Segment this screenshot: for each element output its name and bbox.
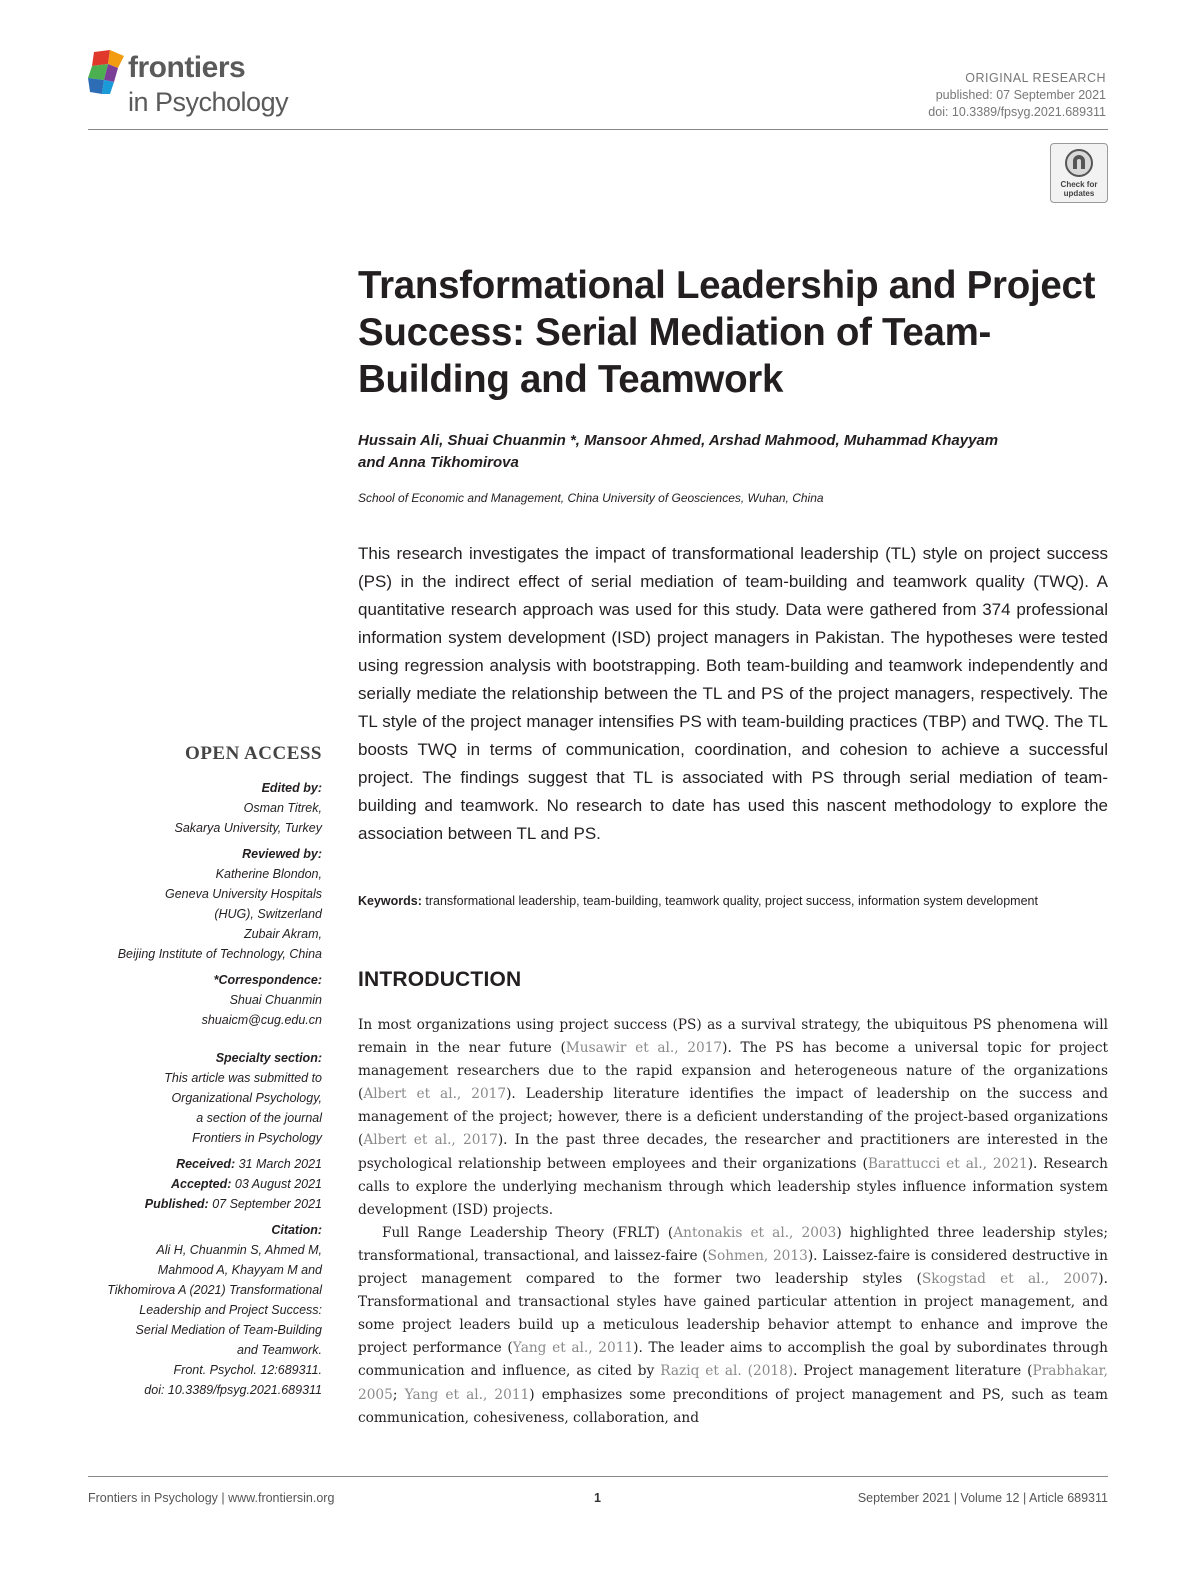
open-access-label: OPEN ACCESS	[185, 743, 322, 764]
logo-wordmark-journal: in Psychology	[128, 87, 289, 117]
correspondent-name: Shuai Chuanmin	[229, 993, 322, 1007]
specialty-label: Specialty section:	[215, 1051, 322, 1065]
citation-link[interactable]: Raziq et al. (2018)	[660, 1363, 794, 1380]
section-heading-introduction: INTRODUCTION	[358, 968, 522, 991]
keywords	[358, 891, 1108, 911]
authors-line-1[interactable]: Hussain Ali, Shuai Chuanmin *, Mansoor Ahmed, Arshad Mahmood, Muhammad Khayyam	[358, 432, 999, 449]
text-span: ). The PS has become a universal topic for project management researchers due to the rapid expansion and heterogeneous nature of the organizations (	[358, 1040, 1108, 1103]
received-date	[88, 1154, 322, 1174]
citation-link[interactable]: Albert et al., 2017	[363, 1086, 507, 1103]
correspondent-email-link[interactable]: shuaicm@cug.edu.cn	[201, 1013, 322, 1027]
edited-by-label: Edited by:	[261, 781, 322, 795]
reviewer-name[interactable]: Katherine Blondon,	[215, 867, 322, 881]
text-span: Full Range Leadership Theory (FRLT) (	[382, 1224, 674, 1241]
reviewer-name[interactable]: Zubair Akram,	[243, 927, 322, 941]
article-meta	[928, 70, 1106, 121]
citation-section	[88, 1220, 322, 1400]
footer-issue-info: September 2021 | Volume 12 | Article 689311	[857, 1491, 1108, 1505]
check-for-updates-button[interactable]	[1050, 143, 1108, 203]
correspondence-section	[88, 970, 322, 1030]
citation-line: Serial Mediation of Team-Building	[135, 1323, 322, 1337]
paragraph	[358, 1222, 1108, 1430]
citation-line: and Teamwork.	[237, 1343, 322, 1357]
published-date	[88, 1194, 322, 1214]
badge-label	[1051, 180, 1107, 198]
citation-label: Citation:	[271, 1223, 322, 1237]
accepted-value: 03 August 2021	[234, 1177, 322, 1191]
received-value: 31 March 2021	[238, 1157, 322, 1171]
received-label: Received:	[176, 1157, 236, 1171]
footer-divider	[88, 1476, 1108, 1477]
authors-line-2[interactable]: and Anna Tikhomirova	[358, 454, 519, 471]
specialty-line: This article was submitted to	[164, 1071, 322, 1085]
introduction-body	[358, 1014, 1108, 1430]
page-number: 1	[594, 1491, 601, 1505]
keywords-list: transformational leadership, team-building, teamwork quality, project success, information system development	[425, 894, 1038, 908]
specialty-line: Frontiers in Psychology	[192, 1131, 322, 1145]
citation-line: Leadership and Project Success:	[139, 1303, 322, 1317]
reviewer-affiliation: Geneva University Hospitals	[164, 887, 322, 901]
keywords-label: Keywords:	[358, 894, 422, 908]
author-list	[358, 430, 1108, 474]
citation-link[interactable]: Yang et al., 2011	[404, 1386, 530, 1403]
text-span: ;	[392, 1386, 405, 1403]
paragraph	[358, 1014, 1108, 1222]
specialty-line: Organizational Psychology,	[171, 1091, 322, 1105]
citation-link[interactable]: Sohmen, 2013	[707, 1247, 808, 1264]
citation-line: Ali H, Chuanmin S, Ahmed M,	[156, 1243, 322, 1257]
footer-journal-link[interactable]: Frontiers in Psychology | www.frontiersin.org	[88, 1491, 335, 1505]
reviewer-affiliation: (HUG), Switzerland	[214, 907, 322, 921]
specialty-section	[88, 1048, 322, 1148]
citation-link[interactable]: Yang et al., 2011	[512, 1340, 634, 1357]
citation-link[interactable]: Antonakis et al., 2003	[673, 1224, 837, 1241]
correspondence-label: *Correspondence:	[213, 973, 322, 987]
abstract: This research investigates the impact of transformational leadership (TL) style on project success (PS) in the indirect effect of serial mediation of team-building and teamwork quality (TWQ). A quantitative research approach was used for this study. Data were gathered from 374 professional information system development (ISD) project managers in Pakistan. The hypotheses were tested using regression analysis with bootstrapping. Both team-building and teamwork independently and serially mediate the relationship between the TL and PS of the project managers, respectively. The TL style of the project manager intensifies PS with team-building practices (TBP) and TWQ. The TL boosts TWQ in terms of communication, coordination, and cohesion to achieve a successful project. The findings suggest that TL is associated with PS through serial mediation of team-building and teamwork. No research to date has used this nascent methodology to explore the association between TL and PS.	[358, 544, 1108, 843]
text-span: . Project management literature (	[793, 1363, 1033, 1380]
logo-wordmark-frontiers: frontiers	[128, 51, 246, 84]
author-affiliation: School of Economic and Management, China University of Geosciences, Wuhan, China	[358, 491, 824, 505]
frontiers-logo-icon	[88, 50, 128, 96]
citation-line: Front. Psychol. 12:689311.	[173, 1363, 322, 1377]
badge-label-line1: Check for	[1060, 180, 1098, 189]
citation-link[interactable]: Prabhakar, 2005	[358, 1363, 1108, 1403]
article-type: ORIGINAL RESEARCH	[965, 71, 1106, 85]
text-span: ). Transformational and transactional styles have gained particular attention in project management, and some project leaders build up a meticulous leadership behavior attempt to enhance and improve the project performance (	[358, 1271, 1108, 1357]
citation-link[interactable]: Barattucci et al., 2021	[867, 1155, 1028, 1172]
editor-name[interactable]: Osman Titrek,	[243, 801, 322, 815]
reviewed-by-section	[88, 844, 322, 964]
article-info-sidebar	[88, 744, 322, 1406]
dates-section	[88, 1154, 322, 1214]
journal-logo[interactable]	[88, 50, 318, 125]
text-span: ). Research calls to explore the underlying mechanism through which leadership styles influence information system development (ISD) projects.	[358, 1155, 1109, 1218]
header-divider	[88, 129, 1108, 130]
editor-affiliation: Sakarya University, Turkey	[174, 821, 322, 835]
citation-link[interactable]: Albert et al., 2017	[363, 1132, 498, 1149]
reviewer-affiliation: Beijing Institute of Technology, China	[117, 947, 322, 961]
badge-label-line2: updates	[1063, 189, 1095, 198]
citation-doi-link[interactable]: doi: 10.3389/fpsyg.2021.689311	[144, 1383, 322, 1397]
text-span: ). Leadership literature identifies the impact of leadership on the success and management of the project; however, there is a deficient understanding of the project-based organizations (	[358, 1086, 1108, 1149]
citation-link[interactable]: Skogstad et al., 2007	[921, 1271, 1099, 1288]
crossmark-icon	[1063, 149, 1095, 179]
article-title: Transformational Leadership and Project Success: Serial Mediation of Team-Building and Teamwork	[358, 264, 1096, 401]
edited-by-section	[88, 778, 322, 838]
citation-link[interactable]: Musawir et al., 2017	[565, 1040, 723, 1057]
specialty-line: a section of the journal	[196, 1111, 322, 1125]
text-span: In most organizations using project success (PS) as a survival strategy, the ubiquitous PS phenomena will remain in the near future (	[358, 1017, 1108, 1057]
doi-link[interactable]: doi: 10.3389/fpsyg.2021.689311	[928, 105, 1106, 119]
text-span: ) highlighted three leadership styles; transformational, transactional, and laissez-faire (	[358, 1224, 1108, 1264]
published-date-header: published: 07 September 2021	[935, 88, 1106, 102]
text-span: ). Laissez-faire is considered destructive in project management compared to the former two leadership styles (	[358, 1247, 1108, 1288]
published-label: Published:	[144, 1197, 209, 1211]
citation-line: Mahmood A, Khayyam M and	[157, 1263, 322, 1277]
text-span: ). The leader aims to accomplish the goal by subordinates through communication and influence, as cited by	[358, 1340, 1108, 1380]
accepted-date	[88, 1174, 322, 1194]
published-value: 07 September 2021	[212, 1197, 322, 1211]
text-span: ). In the past three decades, the researcher and practitioners are interested in the psychological relationship between employees and their organizations (	[358, 1132, 1108, 1172]
accepted-label: Accepted:	[170, 1177, 232, 1191]
reviewed-by-label: Reviewed by:	[242, 847, 322, 861]
citation-line: Tikhomirova A (2021) Transformational	[107, 1283, 322, 1297]
text-span: ) emphasizes some preconditions of project management and PS, such as team communication, cohesiveness, collaboration, and	[358, 1386, 1108, 1426]
